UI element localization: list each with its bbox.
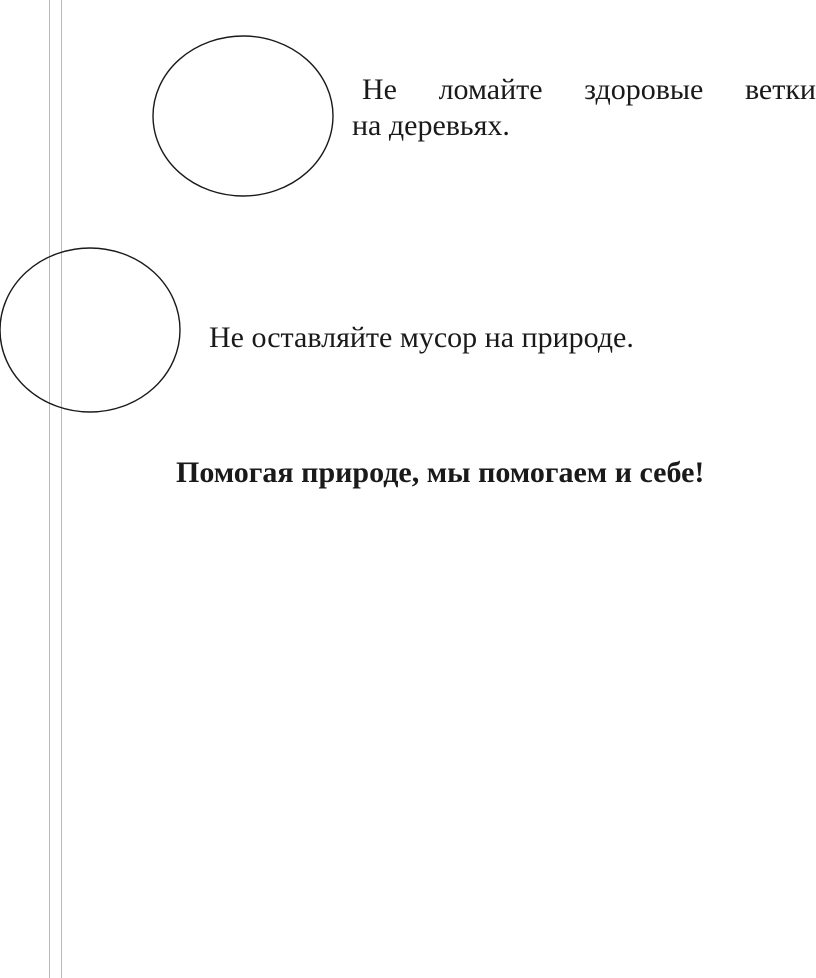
rule-1-line-1: Не ломайте здоровые ветки <box>362 73 816 106</box>
rule-no-litter: Не оставляйте мусор на природе. <box>209 321 634 354</box>
rule-1-line-2: на деревьях. <box>352 109 510 142</box>
circle-rule-2 <box>0 248 180 412</box>
slogan: Помогая природе, мы помогаем и себе! <box>176 456 705 489</box>
rule-break-branches <box>352 72 816 144</box>
circle-rule-1 <box>153 36 333 196</box>
